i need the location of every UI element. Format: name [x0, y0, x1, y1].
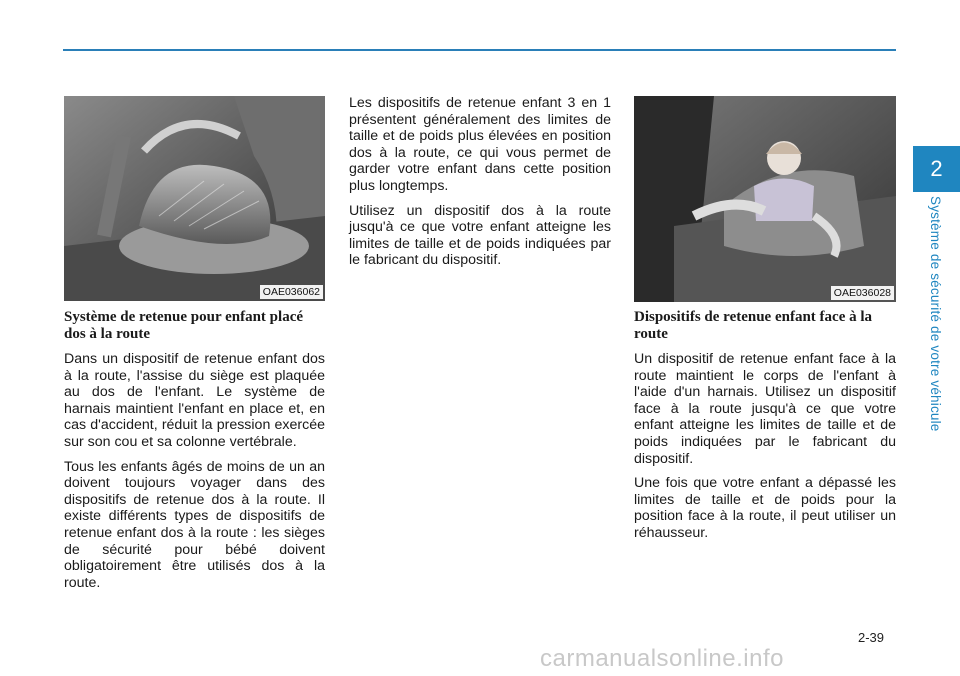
- forward-facing-seat-figure: [634, 96, 896, 302]
- left-column: [64, 309, 325, 599]
- rear-facing-seat-illustration: [64, 96, 325, 301]
- page-number: 2-39: [858, 630, 885, 645]
- watermark: carmanualsonline.info: [540, 645, 784, 672]
- section-heading: Dispositifs de retenue enfant face à la route: [634, 309, 873, 342]
- chapter-title: Système de sécurité de votre véhicule: [928, 196, 943, 432]
- forward-facing-seat-illustration: [634, 96, 896, 302]
- chapter-number-tab: 2: [913, 146, 960, 192]
- figure-code: OAE036028: [831, 286, 894, 300]
- paragraph: Un dispositif de retenue enfant face à la route maintient le corps de l'enfant à l'aide d'un harnais. Utilisez un dispositif face à la route jusqu'à ce que votre enfant atteigne les limites de taille et de poids indiquées par le fabricant du dispositif.: [634, 351, 896, 467]
- paragraph: Tous les enfants âgés de moins de un an doivent toujours voyager dans des dispositifs de retenue dos à la route. Il existe différents types de dispositifs de retenue enfant dos à la route : les sièges de sécurité pour bébé doivent obligatoirement être utilisés dos à la route.: [64, 458, 325, 591]
- rear-facing-seat-figure: [64, 96, 325, 301]
- paragraph: Les dispositifs de retenue enfant 3 en 1 présentent généralement des limites de taille et de poids plus élevées en position dos à la route, ce qui vous permet de garder votre enfant dans cette position plus longtemps.: [349, 95, 611, 194]
- paragraph: Utilisez un dispositif dos à la route jusqu'à ce que votre enfant atteigne les limites de taille et de poids indiquées par le fabricant du dispositif.: [349, 202, 611, 269]
- paragraph: Dans un dispositif de retenue enfant dos à la route, l'assise du siège est plaquée au dos de l'enfant. Le système de harnais maintient l'enfant en place et, en cas d'accident, réduit la pression exercée sur son cou et sa colonne vertébrale.: [64, 351, 325, 450]
- right-column: [634, 309, 896, 550]
- middle-column: [349, 95, 611, 277]
- section-heading: Système de retenue pour enfant placé dos à la route: [64, 309, 304, 342]
- paragraph: Une fois que votre enfant a dépassé les limites de taille et de poids pour la position face à la route, il peut utiliser un réhausseur.: [634, 475, 896, 541]
- figure-code: OAE036062: [260, 285, 323, 299]
- top-rule: [63, 49, 896, 51]
